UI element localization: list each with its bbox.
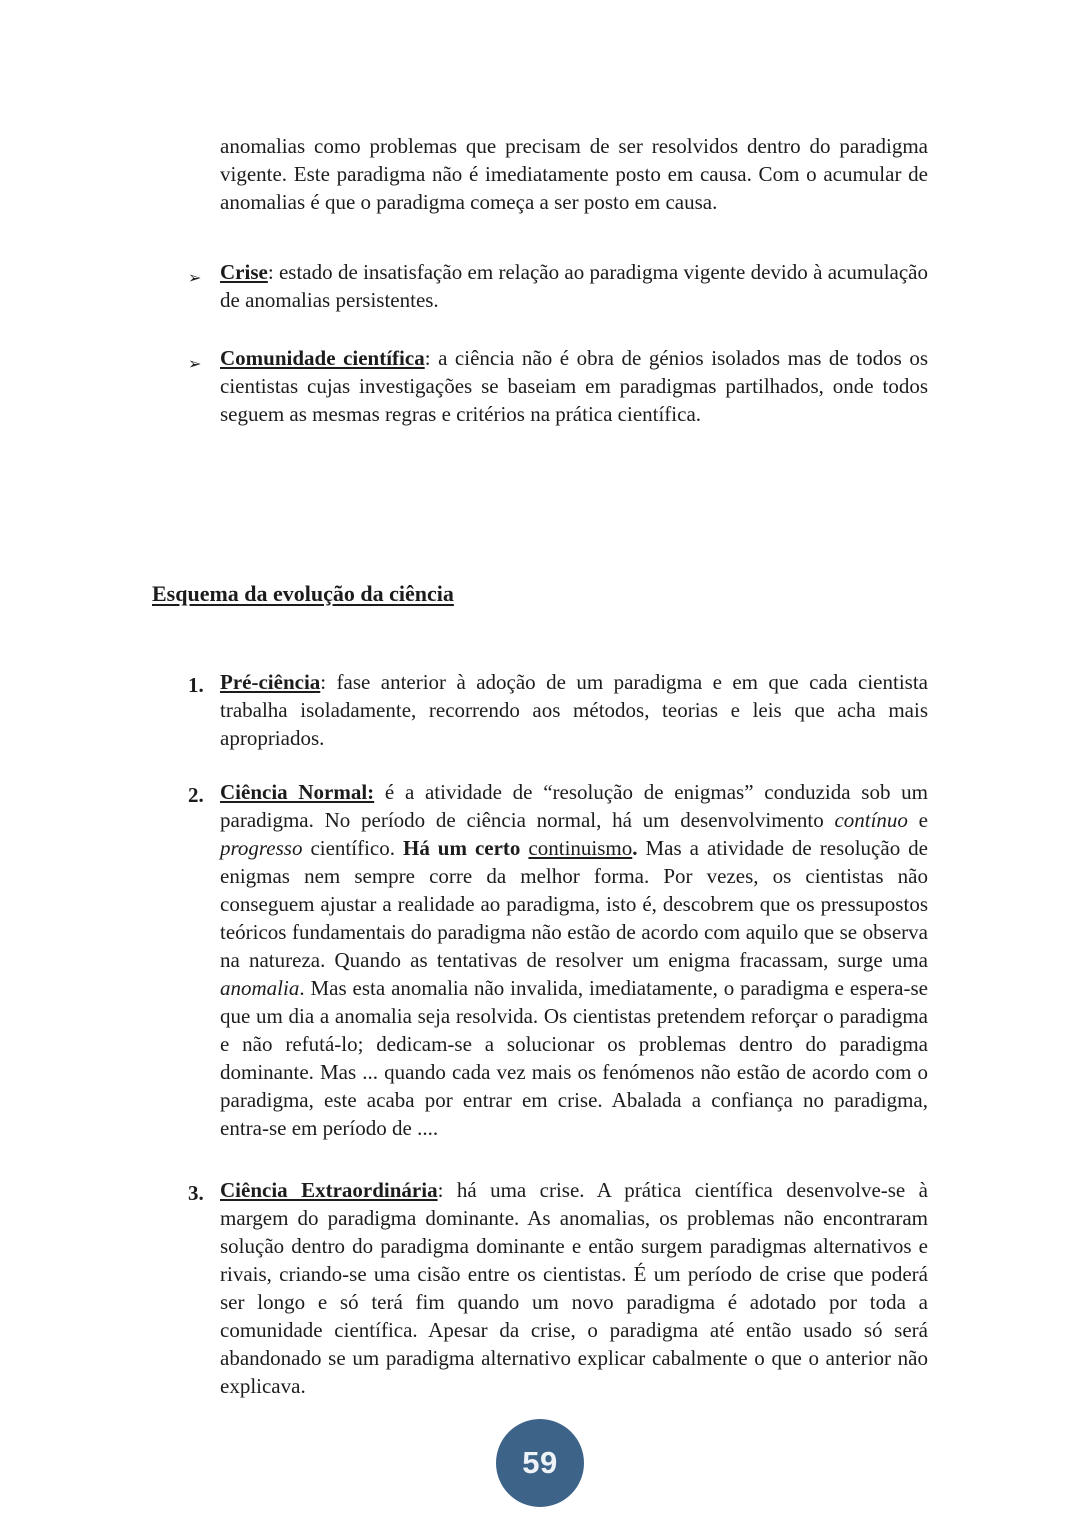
intro-paragraph: anomalias como problemas que precisam de ser resolvidos dentro do paradigma vigente. Este paradigma não é imediatamente posto em causa. Com o acumular de anomalias é que o paradigma começa a ser posto em causa. — [220, 134, 928, 214]
section-heading: Esquema da evolução da ciência — [152, 581, 454, 606]
bullet-item-text: Crise: estado de insatisfação em relação ao paradigma vigente devido à acumulação de anomalias persistentes. — [220, 260, 928, 312]
numbered-item-text: Ciência Normal: é a atividade de “resolução de enigmas” conduzida sob um paradigma. No período de ciência normal, há um desenvolvimento contínuo e progresso científico. Há um certo continuismo. Mas a atividade de resolução de enigmas nem sempre corre da melhor forma. Por vezes, os cientistas não conseguem ajustar a realidade ao paradigma, isto é, descobrem que os pressupostos teóricos fundamentais do paradigma não estão de acordo com aquilo que se observa na natureza. Quando as tentativas de resolver um enigma fracassam, surge uma anomalia. Mas esta anomalia não invalida, imediatamente, o paradigma e espera-se que um dia a anomalia seja resolvida. Os cientistas pretendem reforçar o paradigma e não refutá-lo; dedicam-se a solucionar os problemas dentro do paradigma dominante. Mas ... quando cada vez mais os fenómenos não estão de acordo com o paradigma, este acaba por entrar em crise. Abalada a confiança no paradigma, entra-se em período de .... — [220, 780, 929, 1140]
item-number: 2. — [188, 783, 204, 807]
page-number-badge — [496, 1419, 584, 1507]
numbered-item-text: Ciência Extraordinária: há uma crise. A prática científica desenvolve-se à margem do paradigma dominante. As anomalias, os problemas não encontraram solução dentro do paradigma dominante e então surgem paradigmas alternativos e rivais, criando-se uma cisão entre os cientistas. É um período de crise que poderá ser longo e só terá fim quando um novo paradigma é adotado por toda a comunidade científica. Apesar da crise, o paradigma até então usado só será abandonado se um paradigma alternativo explicar cabalmente o que o anterior não explicava. — [220, 1178, 928, 1398]
arrow-bullet-icon: ➢ — [188, 268, 202, 287]
numbered-item-pre-ciencia — [152, 668, 928, 752]
item-number: 3. — [188, 1181, 204, 1205]
numbered-item-text: Pré-ciência: fase anterior à adoção de um paradigma e em que cada cientista trabalha isoladamente, recorrendo aos métodos, teorias e leis que acha mais apropriados. — [220, 670, 928, 750]
arrow-bullet-icon: ➢ — [188, 354, 202, 373]
page-number: 59 — [522, 1445, 558, 1480]
bullet-item-crise — [152, 258, 928, 314]
bullet-item-comunidade-cientifica — [152, 344, 928, 428]
numbered-item-ciencia-normal — [152, 778, 928, 1142]
item-number: 1. — [188, 673, 204, 697]
bullet-item-text: Comunidade científica: a ciência não é obra de génios isolados mas de todos os cientistas cujas investigações se baseiam em paradigmas partilhados, onde todos seguem as mesmas regras e critérios na prática científica. — [220, 346, 928, 426]
numbered-item-ciencia-extraordinaria — [152, 1176, 928, 1400]
